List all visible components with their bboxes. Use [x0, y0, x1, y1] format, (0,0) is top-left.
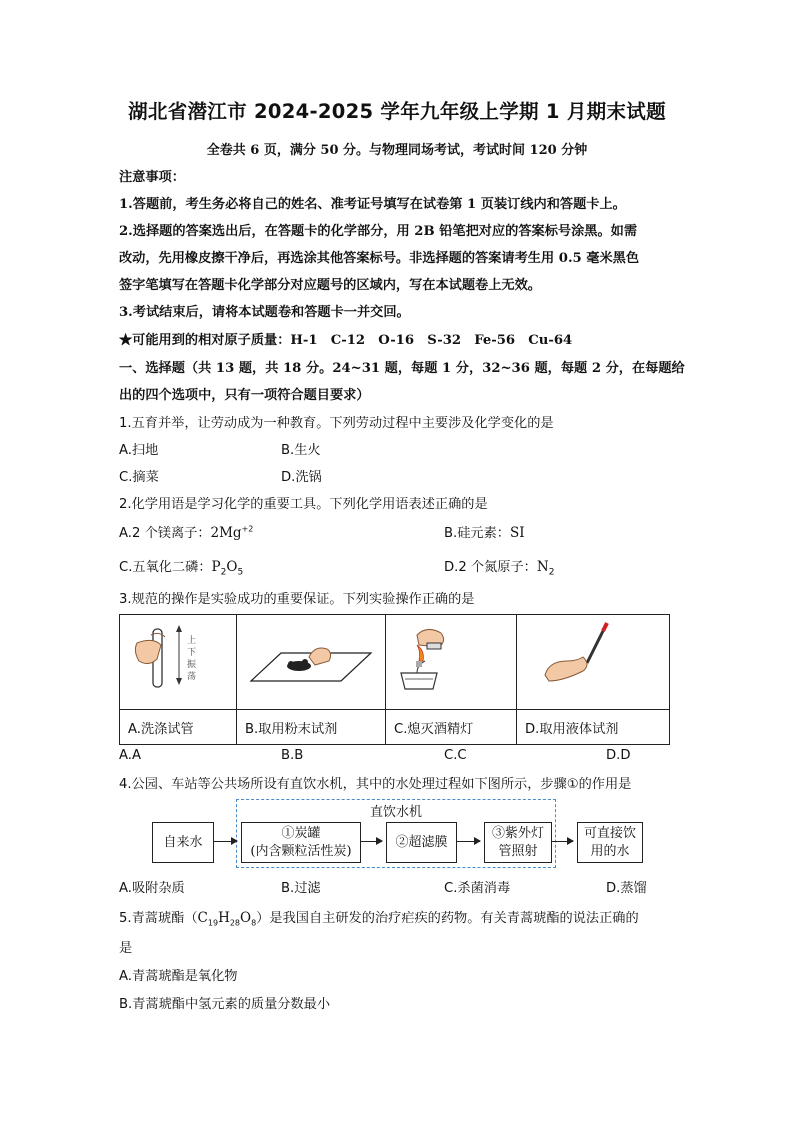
q1-option-b: B.生火 — [281, 443, 321, 458]
q1-option-a: A.扫地 — [119, 443, 159, 458]
atomic-masses: ★可能用到的相对原子质量：H-1 C-12 O-16 S-32 Fe-56 Cu-64 — [119, 333, 573, 348]
q2-c-p: P — [211, 559, 221, 575]
q3-option-c: C.C — [444, 748, 467, 763]
note-2b: 改动，先用橡皮擦干净后，再选涂其他答案标号。非选择题的答案请考生用 0.5 毫米黑色 — [119, 251, 640, 266]
liquid-dropper-icon — [523, 615, 663, 705]
q2-d-n: N — [536, 559, 549, 575]
q2-b-formula: SI — [510, 525, 525, 541]
q2-option-c — [119, 556, 243, 578]
q3-stem: 3.规范的操作是实验成功的重要保证。下列实验操作正确的是 — [119, 592, 475, 607]
q2-c-o: O — [226, 559, 238, 575]
q2-c-p-sub: 2 — [220, 567, 227, 578]
q4-option-c: C.杀菌消毒 — [444, 881, 511, 896]
flow-step-2-text: ②超滤膜 — [395, 834, 448, 850]
flow-step-3 — [484, 822, 552, 863]
q3-operations-table — [119, 614, 670, 745]
flow-tap-water-text: 自来水 — [163, 834, 203, 850]
q2-option-d — [444, 556, 554, 578]
q5-stem — [119, 907, 639, 928]
flow-arrow-2 — [360, 841, 382, 842]
q3-option-d: D.D — [606, 748, 631, 763]
q5-stem-b: ）是我国自主研发的治疗疟疾的药物。有关青蒿琥酯的说法正确的 — [256, 911, 639, 926]
q5-formula-c-sub: 19 — [207, 918, 219, 928]
q3-image-a — [120, 615, 237, 710]
section-heading-a: 一、选择题（共 13 题，共 18 分。24~31 题，每题 1 分，32~36 题，每题 2 分，在每题给 — [119, 361, 685, 376]
flow-tap-water — [152, 822, 214, 863]
shake-label-4: 荡 — [187, 672, 197, 682]
note-2a: 2.选择题的答案选出后，在答题卡的化学部分，用 2B 铅笔把对应的答案标号涂黑。如需 — [119, 224, 638, 239]
q3-option-b: B.B — [281, 748, 304, 763]
q3-option-a: A.A — [119, 748, 142, 763]
q4-option-d: D.蒸馏 — [606, 881, 647, 896]
q5-formula-o-sub: 8 — [251, 918, 257, 928]
flow-step-1-line1: ①炭罐 — [281, 825, 321, 841]
flow-arrow-1 — [213, 841, 237, 842]
q1-option-c: C.摘菜 — [119, 470, 159, 485]
shake-label-2: 下 — [187, 648, 197, 658]
q2-b-label: B.硅元素： — [444, 526, 510, 541]
shake-label-1: 上 — [187, 636, 197, 646]
exam-info: 全卷共 6 页，满分 50 分。与物理同场考试，考试时间 120 分钟 — [206, 143, 588, 158]
alcohol-lamp-icon — [389, 615, 513, 705]
q3-caption-c: C.熄灭酒精灯 — [386, 710, 517, 745]
q3-caption-b: B.取用粉末试剂 — [237, 710, 386, 745]
note-3: 3.考试结束后，请将本试题卷和答题卡一并交回。 — [119, 305, 410, 320]
note-1: 1.答题前，考生务必将自己的姓名、准考证号填写在试卷第 1 页装订线内和答题卡上。 — [119, 197, 626, 212]
flow-step-1 — [241, 822, 361, 863]
q2-option-b — [444, 522, 525, 541]
q2-stem: 2.化学用语是学习化学的重要工具。下列化学用语表述正确的是 — [119, 497, 488, 512]
q5-formula-o: O — [240, 910, 252, 926]
q3-image-c — [386, 615, 517, 710]
flow-arrow-4 — [551, 841, 573, 842]
q2-option-a — [119, 522, 253, 541]
test-tube-washing-icon — [123, 615, 233, 705]
q3-image-b — [237, 615, 386, 710]
powder-reagent-icon — [241, 615, 381, 705]
note-2c: 签字笔填写在答题卡化学部分对应题号的区域内，写在本试题卷上无效。 — [119, 278, 541, 293]
flow-drinkable-water — [577, 822, 643, 863]
flow-drinkable-line1: 可直接饮 — [583, 825, 636, 841]
q2-d-n-sub: 2 — [548, 567, 555, 578]
q1-option-d: D.洗锅 — [281, 470, 322, 485]
flow-step-3-line2: 管照射 — [498, 843, 538, 859]
page-title: 湖北省潜江市 2024-2025 学年九年级上学期 1 月期末试题 — [128, 100, 666, 123]
flow-step-2 — [386, 822, 457, 863]
q2-c-o-sub: 5 — [237, 567, 244, 578]
flow-drinkable-line2: 用的水 — [590, 843, 630, 859]
flow-arrow-3 — [456, 841, 480, 842]
section-heading-b: 出的四个选项中，只有一项符合题目要求） — [119, 388, 370, 403]
water-machine-label: 直饮水机 — [369, 805, 422, 820]
q2-a-label: A.2 个镁离子： — [119, 526, 211, 541]
shake-label-3: 振 — [187, 660, 197, 670]
q2-a-formula: 2Mg — [210, 525, 242, 541]
q4-option-b: B.过滤 — [281, 881, 321, 896]
q2-a-charge: +2 — [241, 524, 254, 534]
notes-heading: 注意事项： — [119, 170, 185, 185]
q5-stem-end: 是 — [119, 941, 133, 956]
flow-step-1-line2: (内含颗粒活性炭) — [250, 843, 352, 859]
q2-c-label: C.五氧化二磷： — [119, 560, 212, 575]
q5-option-a: A.青蒿琥酯是氧化物 — [119, 969, 238, 984]
q5-stem-a: 5.青蒿琥酯（ — [119, 911, 198, 926]
flow-step-3-line1: ③紫外灯 — [491, 825, 544, 841]
q5-formula-h: H — [218, 910, 230, 926]
q4-option-a: A.吸附杂质 — [119, 881, 185, 896]
q2-d-label: D.2 个氮原子： — [444, 560, 537, 575]
q5-formula-h-sub: 28 — [229, 918, 241, 928]
q4-stem: 4.公园、车站等公共场所设有直饮水机，其中的水处理过程如下图所示，步骤①的作用是 — [119, 777, 632, 792]
q3-image-d — [517, 615, 670, 710]
q1-stem: 1.五育并举，让劳动成为一种教育。下列劳动过程中主要涉及化学变化的是 — [119, 416, 554, 431]
q5-formula-c: C — [197, 910, 208, 926]
q3-caption-d: D.取用液体试剂 — [517, 710, 670, 745]
q5-option-b: B.青蒿琥酯中氢元素的质量分数最小 — [119, 997, 331, 1012]
q3-caption-a: A.洗涤试管 — [120, 710, 237, 745]
